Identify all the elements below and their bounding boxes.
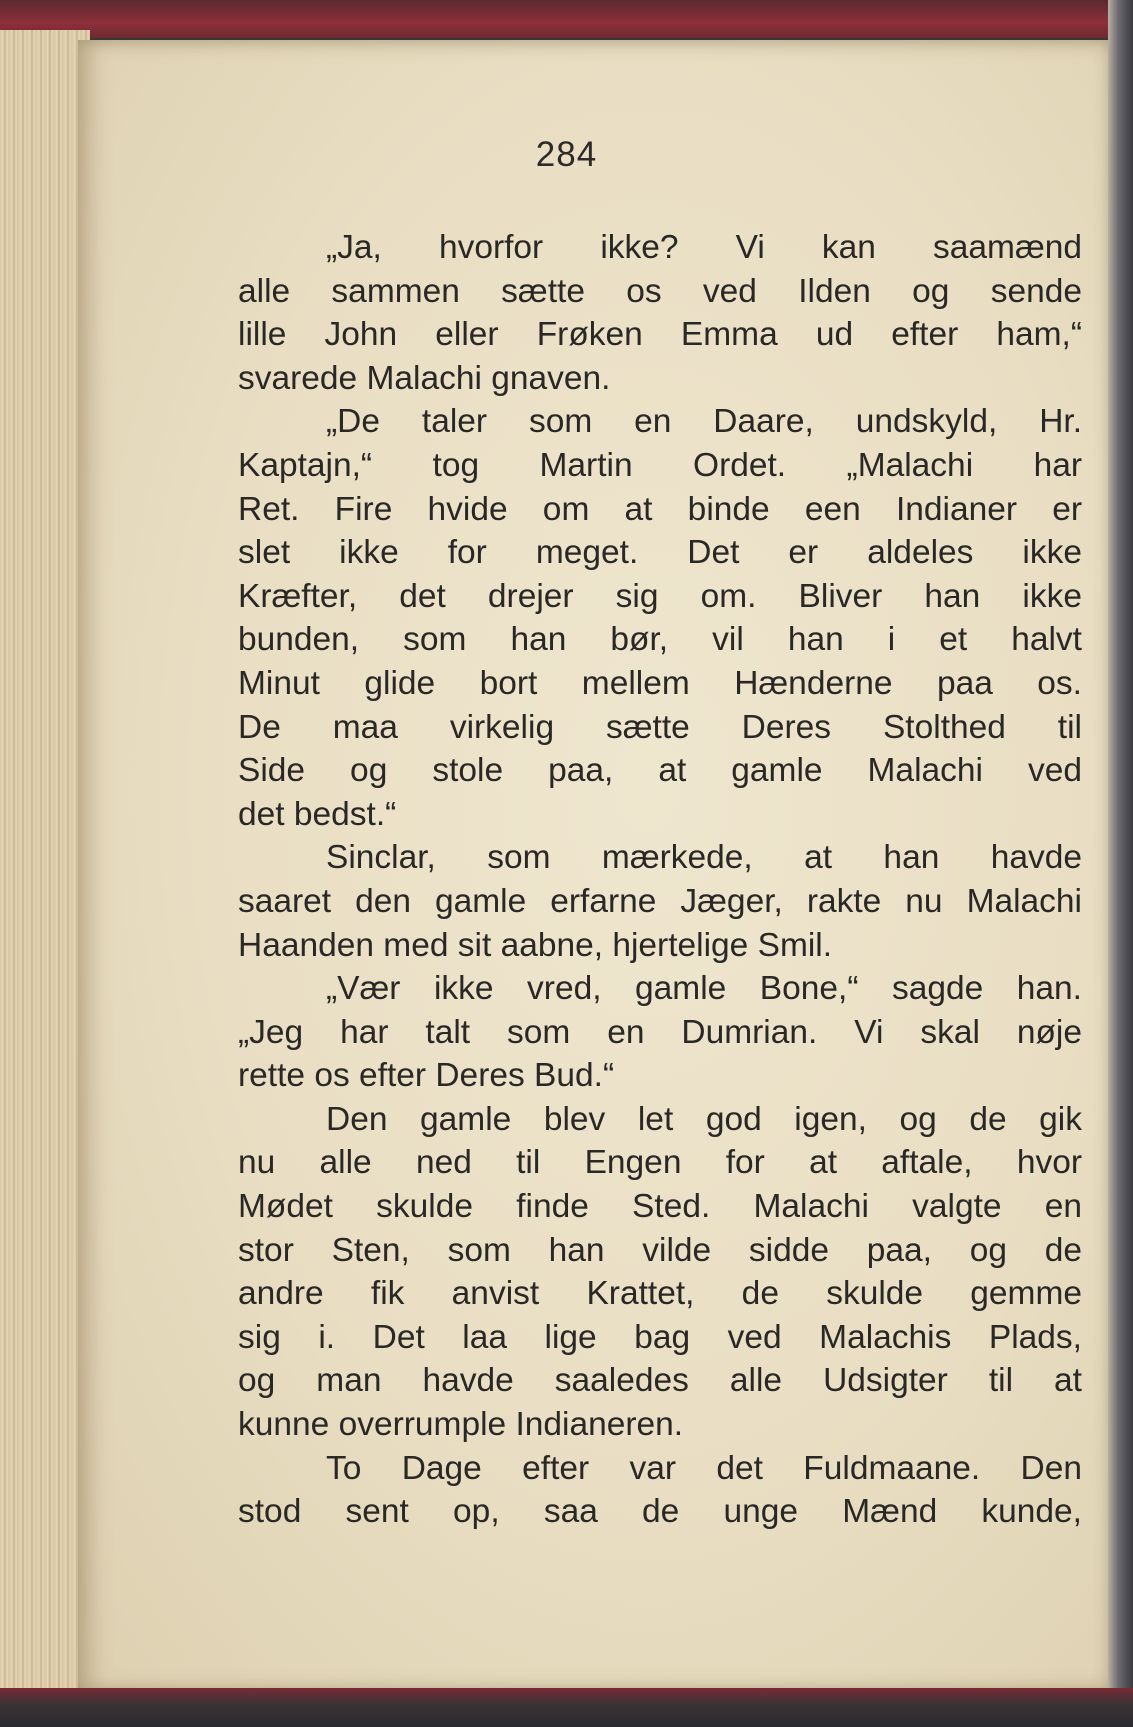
text-line: nu alle ned til Engen for at aftale, hvor <box>238 1144 1082 1182</box>
text-line: Kræfter, det drejer sig om. Bliver han ikke <box>238 577 1082 615</box>
book-cover-top <box>0 0 1133 38</box>
body-text <box>238 226 1082 1534</box>
page-number: 284 <box>535 135 598 174</box>
text-line: andre fik anvist Krattet, de skulde gemme <box>238 1275 1082 1313</box>
text-line: alle sammen sætte os ved Ilden og sende <box>238 272 1082 310</box>
text-line: rette os efter Deres Bud.“ <box>238 1057 615 1095</box>
page-edges <box>0 30 90 1690</box>
text-line: Haanden med sit aabne, hjertelige Smil. <box>238 926 833 964</box>
text-line: De maa virkelig sætte Deres Stolthed til <box>238 708 1082 746</box>
text-line: To Dage efter var det Fuldmaane. Den <box>326 1449 1082 1487</box>
text-line: Kaptajn,“ tog Martin Ordet. „Malachi har <box>238 446 1082 484</box>
text-line: „Ja, hvorfor ikke? Vi kan saamænd <box>326 229 1082 266</box>
text-line: „Jeg har talt som en Dumrian. Vi skal nøje <box>238 1013 1082 1051</box>
text-line: Minut glide bort mellem Hænderne paa os. <box>238 664 1082 702</box>
text-line: „De taler som en Daare, undskyld, Hr. <box>326 403 1082 441</box>
text-line: bunden, som han bør, vil han i et halvt <box>238 621 1082 659</box>
text-line: sig i. Det laa lige bag ved Malachis Plads, <box>238 1318 1082 1356</box>
text-line: Side og stole paa, at gamle Malachi ved <box>238 752 1082 790</box>
text-line: saaret den gamle erfarne Jæger, rakte nu Malachi <box>238 882 1082 920</box>
text-line: og man havde saaledes alle Udsigter til at <box>238 1362 1082 1400</box>
text-line: svarede Malachi gnaven. <box>238 359 611 397</box>
text-line: lille John eller Frøken Emma ud efter ham,“ <box>238 316 1082 354</box>
book-cover-right <box>1108 0 1133 1727</box>
text-line: kunne overrumple Indianeren. <box>238 1406 684 1444</box>
text-line: stor Sten, som han vilde sidde paa, og de <box>238 1231 1082 1269</box>
text-line: Ret. Fire hvide om at binde een Indianer er <box>238 490 1082 528</box>
text-line: „Vær ikke vred, gamle Bone,“ sagde han. <box>326 970 1082 1008</box>
text-line: stod sent op, saa de unge Mænd kunde, <box>238 1493 1082 1531</box>
text-line: slet ikke for meget. Det er aldeles ikke <box>238 534 1082 572</box>
text-line: Den gamle blev let god igen, og de gik <box>326 1100 1082 1138</box>
book-cover-bottom <box>0 1688 1133 1727</box>
text-line: det bedst.“ <box>238 795 397 833</box>
text-line: Sinclar, som mærkede, at han havde <box>326 839 1082 877</box>
text-line: Mødet skulde finde Sted. Malachi valgte en <box>238 1188 1082 1226</box>
